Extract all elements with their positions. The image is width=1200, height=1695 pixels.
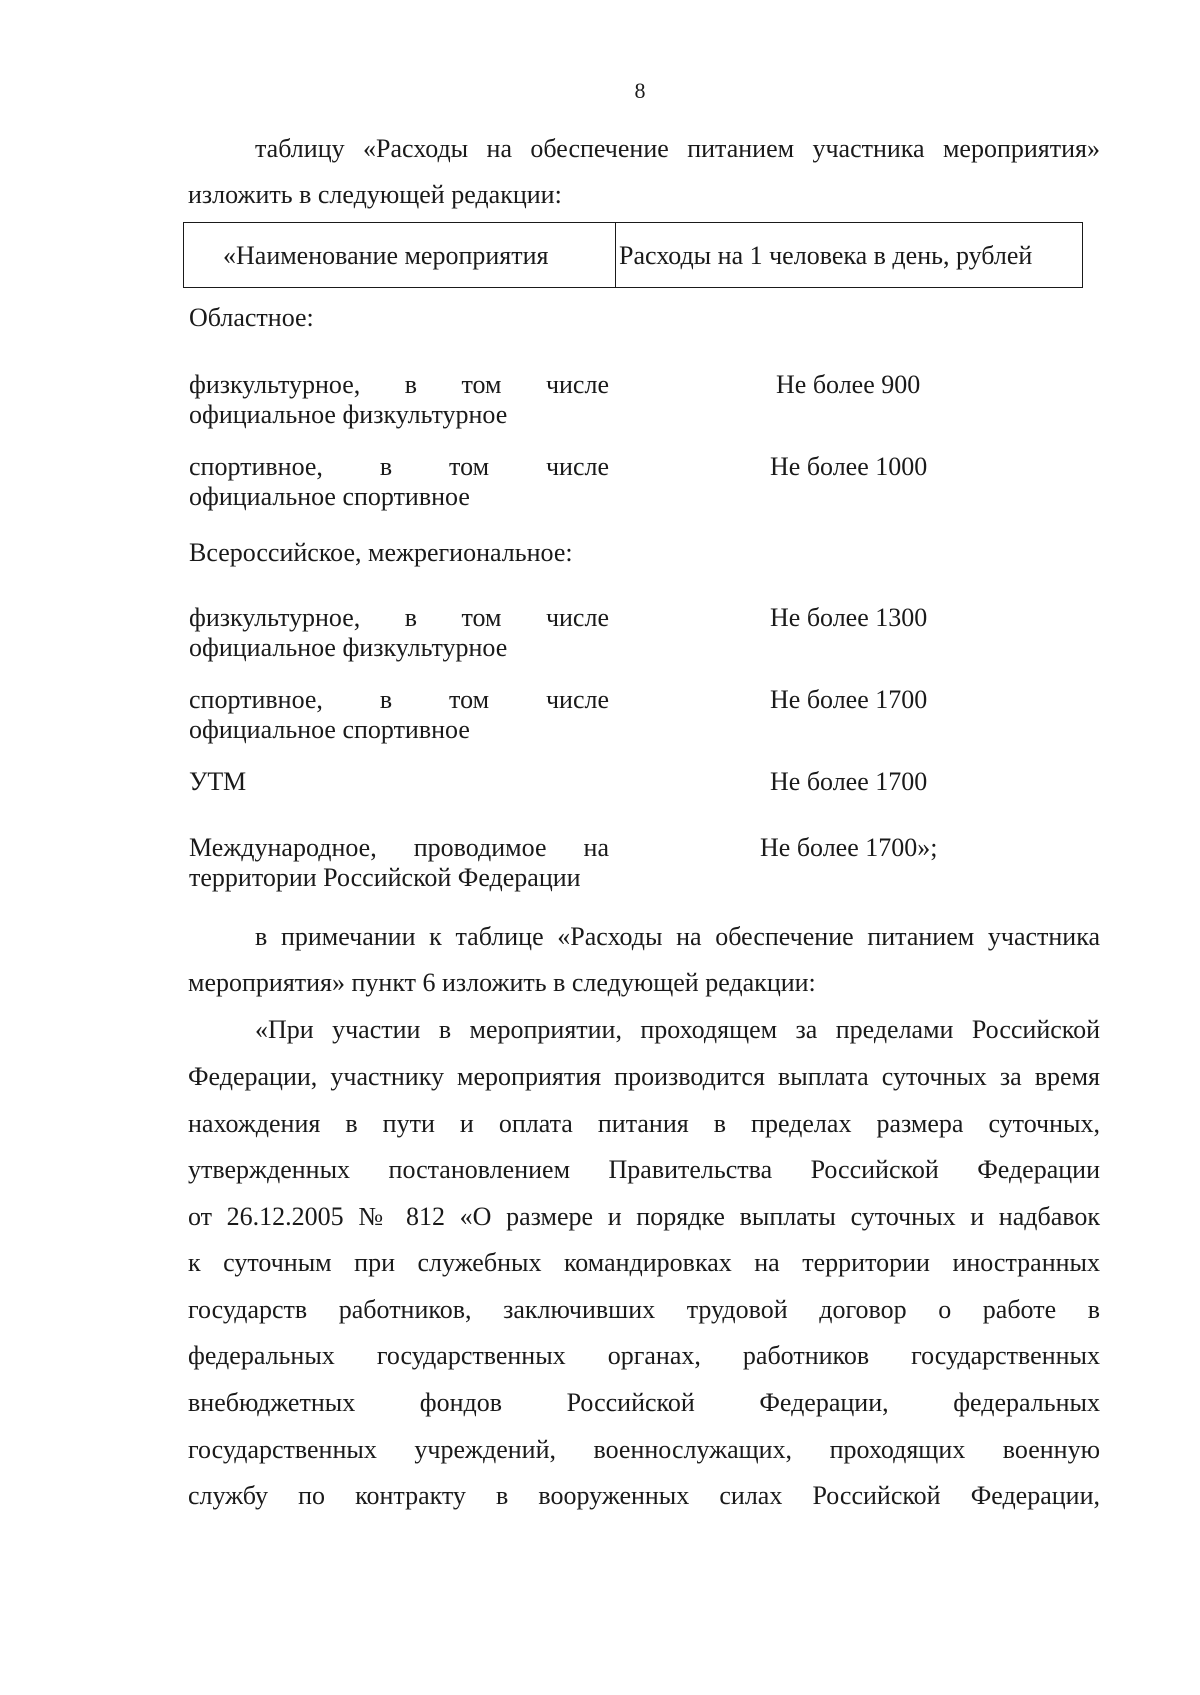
header-cost-column: Расходы на 1 человека в день, рублей (619, 241, 1033, 270)
header-name-column: «Наименование мероприятия (223, 241, 549, 270)
quote-line: к суточным при служебных командировках на территории иностранных (188, 1248, 1100, 1277)
event-name: физкультурное, в том числе официальное физкультурное (189, 603, 609, 662)
event-name: физкультурное, в том числе официальное физкультурное (189, 370, 609, 429)
quote-line: государств работников, заключивших трудовой договор о работе в (188, 1295, 1100, 1324)
event-cost: Не более 1000 (770, 452, 928, 481)
event-name: спортивное, в том числе официальное спортивное (189, 685, 609, 744)
intro-line: изложить в следующей редакции: (188, 180, 562, 209)
event-cost: Не более 1700 (770, 767, 928, 796)
quote-line: государственных учреждений, военнослужащих, проходящих военную (188, 1435, 1100, 1464)
intro-line: таблицу «Расходы на обеспечение питанием участника мероприятия» (255, 134, 1100, 163)
note-line: мероприятия» пункт 6 изложить в следующей редакции: (188, 968, 816, 997)
note-line: в примечании к таблице «Расходы на обеспечение питанием участника (255, 922, 1100, 951)
quote-line: службу по контракту в вооруженных силах Российской Федерации, (188, 1481, 1100, 1510)
quote-line: Федерации, участнику мероприятия производится выплата суточных за время (188, 1062, 1100, 1091)
quote-line: внебюджетных фондов Российской Федерации, федеральных (188, 1388, 1100, 1417)
event-name: спортивное, в том числе официальное спортивное (189, 452, 609, 511)
quote-line: утвержденных постановлением Правительства Российской Федерации (188, 1155, 1100, 1184)
event-cost: Не более 900 (776, 370, 921, 399)
quote-line: «При участии в мероприятии, проходящем за пределами Российской (255, 1015, 1100, 1044)
quote-line: федеральных государственных органах, работников государственных (188, 1341, 1100, 1370)
event-cost: Не более 1700 (770, 685, 928, 714)
quote-line: от 26.12.2005 № 812 «О размере и порядке выплаты суточных и надбавок (188, 1202, 1100, 1231)
event-name: Международное, проводимое на территории Российской Федерации (189, 833, 609, 892)
page-number: 8 (634, 78, 646, 103)
table-header (183, 222, 1083, 288)
group-title: Всероссийское, межрегиональное: (189, 538, 573, 567)
quote-line: нахождения в пути и оплата питания в пределах размера суточных, (188, 1109, 1100, 1138)
event-name: УТМ (189, 767, 247, 796)
event-cost: Не более 1700»; (760, 833, 938, 862)
event-cost: Не более 1300 (770, 603, 928, 632)
group-title: Областное: (189, 303, 314, 332)
